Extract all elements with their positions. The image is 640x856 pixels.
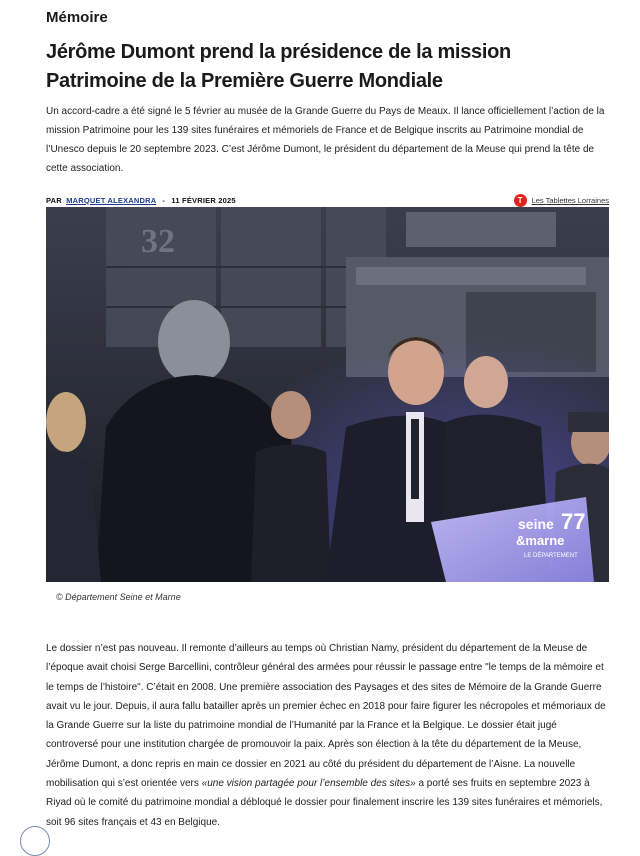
photo-caption: © Département Seine et Marne: [56, 592, 181, 602]
byline: [46, 196, 236, 205]
source-name[interactable]: Les Tablettes Lorraines: [531, 195, 609, 205]
author-link[interactable]: MARQUET ALEXANDRA: [66, 195, 157, 205]
byline-separator: -: [162, 195, 166, 205]
article-photo[interactable]: [46, 207, 609, 582]
article-meta: [46, 193, 609, 207]
article-body: [46, 639, 609, 832]
podium-logo-line3: LE DÉPARTEMENT: [524, 553, 578, 559]
publish-date: 11 FÉVRIER 2025: [171, 195, 236, 205]
article-lead: Un accord-cadre a été signé le 5 février au musée de la Grande Guerre du Pays de Meaux. Il lance officiellement l’action de la mission Patrimoine pour les 139 sites funéraires et mémoriels de France et de Belgique inscrits au Patrimoine mondial de l’Unesco depuis le 20 septembre 2023. C’est Jérôme Dumont, le président du département de la Meuse qui prend la tête de cette association.: [46, 106, 605, 174]
body-text-part1: Le dossier n’est pas nouveau. Il remonte d’ailleurs au temps où Christian Namy, président du département de la Meuse de l’époque avait choisi Serge Barcellini, contrôleur général des armées pour réussir le passage entre "le temps de la mémoire et le temps de l’histoire". C’était en 2008. Une première association des Paysages et des sites de Mémoire de la Grande Guerre avait vu le jour. Depuis, il aura fallu batailler après un premier échec en 2018 pour faire figurer les nécropoles et mémoriaux de la Grande Guerre sur la liste du patrimoine mondial de l’Humanité par la France et la Belgique. Le dossier était jugé controversé pour une institution chargée de promouvoir la paix. Après son élection à la tête du département de la Meuse, Jérôme Dumont, a donc repris en main ce dossier en 2021 au côté du président du département de l’Aisne. La nouvelle mobilisation qui s’est orientée vers: [46, 643, 606, 790]
article-title: Jérôme Dumont prend la présidence de la mission Patrimoine de la Première Guerre Mondiale: [46, 41, 511, 92]
article-category[interactable]: Mémoire: [46, 9, 108, 26]
body-text-part2: a porté ses fruits en septembre 2023 à Riyad où le comité du patrimoine mondial a débloqué le dossier pour finalement inscrire les 139 sites funéraires et mémoriels, soit 96 sites français et 43 en Belgique.: [46, 778, 603, 828]
podium-logo-number: 77: [561, 509, 586, 534]
podium-logo-line2: &marne: [516, 533, 565, 548]
byline-prefix: PAR: [46, 195, 62, 205]
article: [46, 0, 609, 828]
ceremony-photo-illustration: [46, 207, 609, 582]
source-logo-icon: T: [514, 194, 527, 207]
source-link[interactable]: [514, 194, 609, 207]
podium-logo-line1: seine: [518, 516, 554, 532]
scroll-top-button[interactable]: [20, 826, 50, 856]
body-quote: «une vision partagée pour l’ensemble des sites»: [201, 778, 416, 790]
